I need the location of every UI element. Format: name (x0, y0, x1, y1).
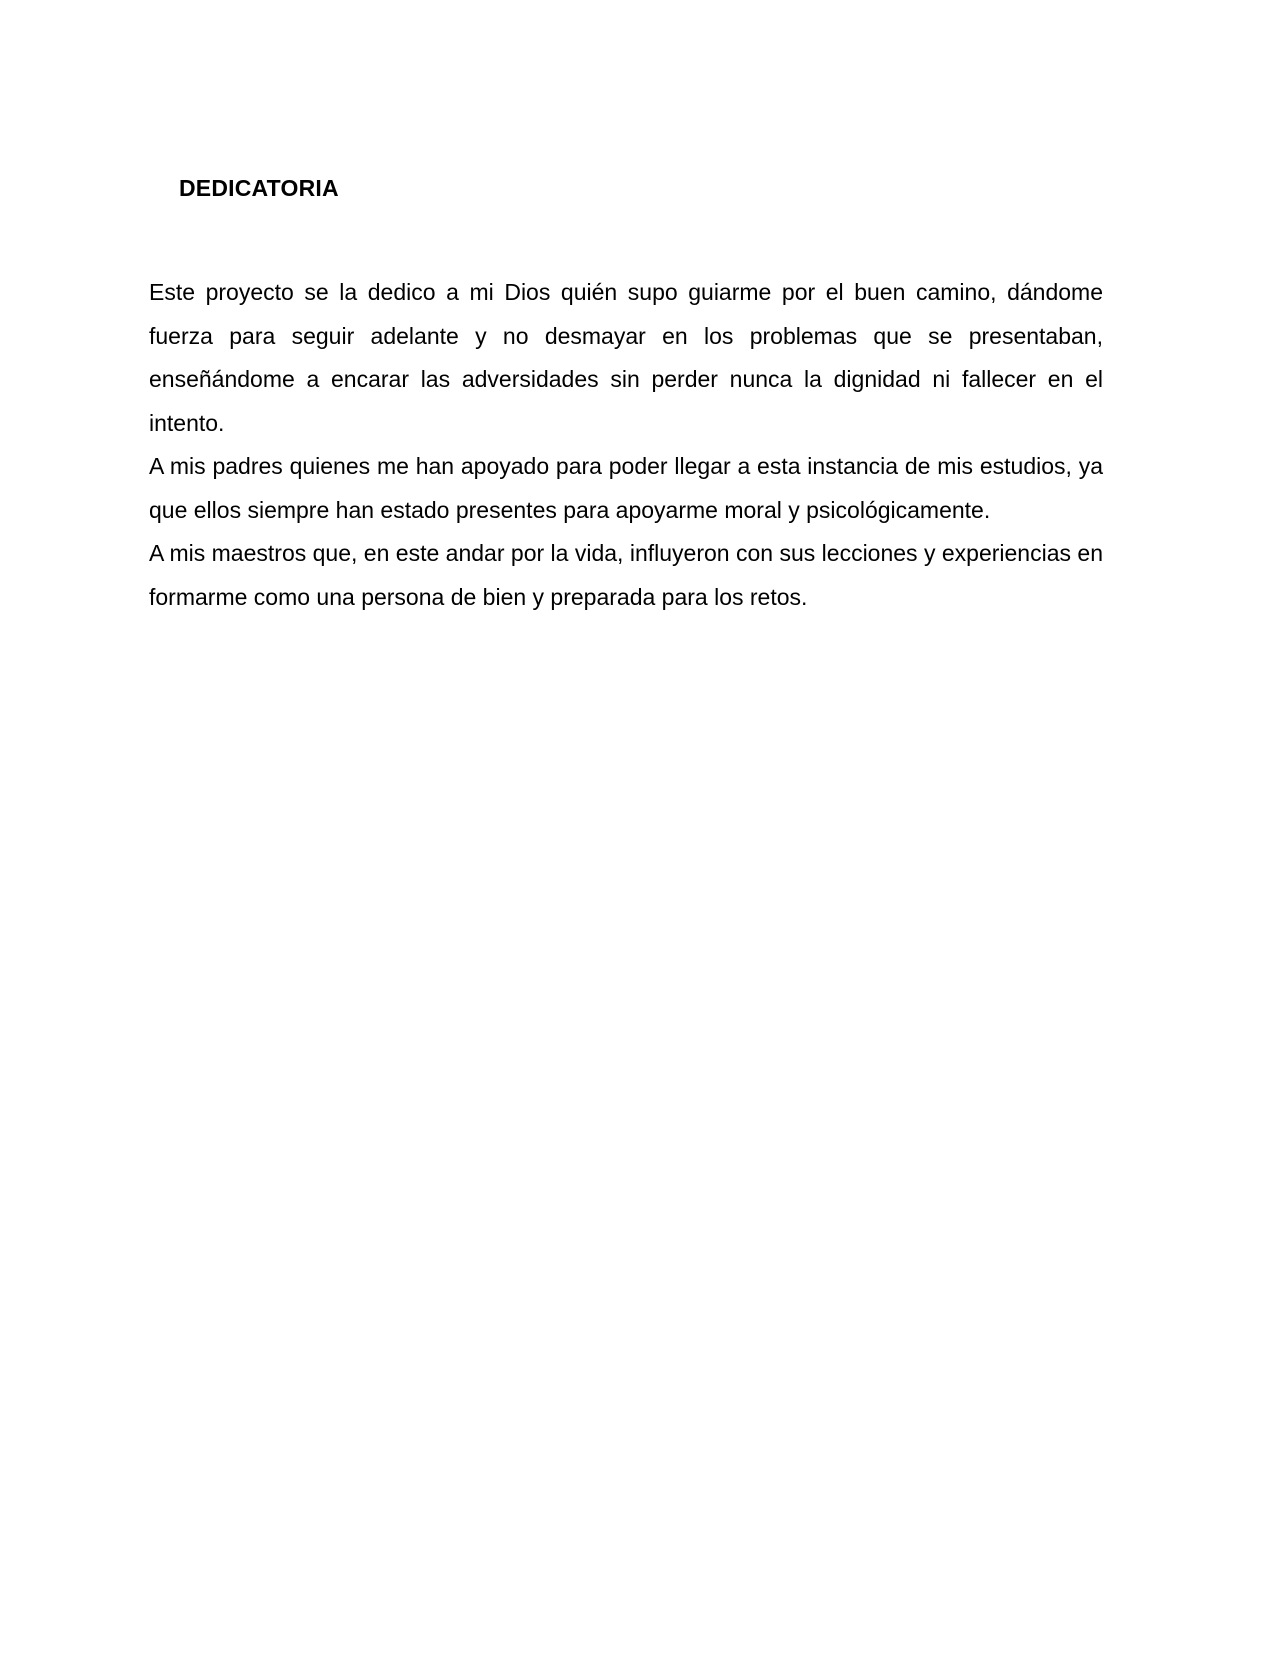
paragraph-dedication-parents: A mis padres quienes me han apoyado para poder llegar a esta instancia de mis estudios, ya que ellos siempre han estado presentes para apoyarme moral y psicológicamente. (149, 453, 1103, 523)
paragraph-dedication-teachers: A mis maestros que, en este andar por la vida, influyeron con sus lecciones y experiencias en formarme como una persona de bien y preparada para los retos. (149, 540, 1103, 610)
body-text (149, 271, 1103, 619)
page-title: DEDICATORIA (179, 175, 339, 201)
paragraph-dedication-god: Este proyecto se la dedico a mi Dios quién supo guiarme por el buen camino, dándome fuerza para seguir adelante y no desmayar en los problemas que se presentaban, enseñándome a encarar las adversidades sin perder nunca la dignidad ni fallecer en el intento. (149, 279, 1103, 436)
